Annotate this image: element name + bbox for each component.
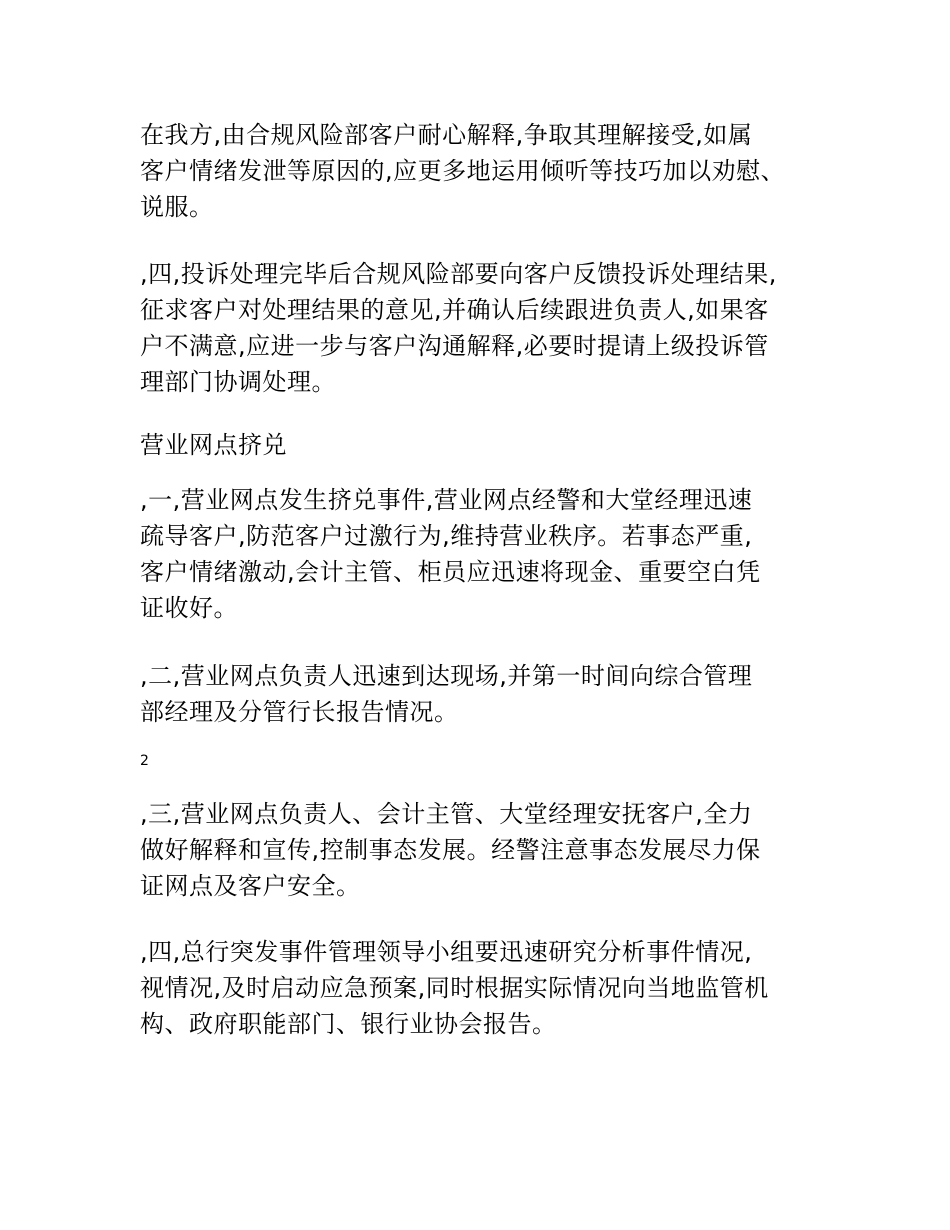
paragraph-2-line-3: 户不满意,应进一步与客户沟通解释,必要时提请上级投诉管 <box>140 332 769 360</box>
paragraph-2-line-4: 理部门协调处理。 <box>140 368 336 396</box>
paragraph-7-line-1: ,四,总行突发事件管理领导小组要迅速研究分析事件情况, <box>140 938 753 966</box>
paragraph-6-line-2: 做好解释和宣传,控制事态发展。经警注意事态发展尽力保 <box>140 836 761 864</box>
section-heading: 营业网点挤兑 <box>140 431 287 459</box>
paragraph-4-line-1: ,一,营业网点发生挤兑事件,营业网点经警和大堂经理迅速 <box>140 486 753 514</box>
paragraph-5-line-2: 部经理及分管行长报告情况。 <box>140 698 459 726</box>
paragraph-2-line-1: ,四,投诉处理完毕后合规风险部要向客户反馈投诉处理结果, <box>140 260 777 288</box>
paragraph-5-line-1: ,二,营业网点负责人迅速到达现场,并第一时间向综合管理 <box>140 662 753 690</box>
paragraph-7-line-3: 构、政府职能部门、银行业协会报告。 <box>140 1010 557 1038</box>
paragraph-4-line-4: 证收好。 <box>140 594 238 622</box>
paragraph-4-line-3: 客户情绪激动,会计主管、柜员应迅速将现金、重要空白凭 <box>140 558 761 586</box>
paragraph-1-line-3: 说服。 <box>140 193 214 221</box>
paragraph-7-line-2: 视情况,及时启动应急预案,同时根据实际情况向当地监管机 <box>140 974 769 1002</box>
page-number: 2 <box>140 753 149 769</box>
paragraph-1-line-2: 客户情绪发泄等原因的,应更多地运用倾听等技巧加以劝慰、 <box>140 157 786 185</box>
paragraph-6-line-3: 证网点及客户安全。 <box>140 872 361 900</box>
paragraph-4-line-2: 疏导客户,防范客户过激行为,维持营业秩序。若事态严重, <box>140 522 753 550</box>
paragraph-2-line-2: 征求客户对处理结果的意见,并确认后续跟进负责人,如果客 <box>140 296 769 324</box>
paragraph-1-line-1: 在我方,由合规风险部客户耐心解释,争取其理解接受,如属 <box>140 121 753 149</box>
paragraph-6-line-1: ,三,营业网点负责人、会计主管、大堂经理安抚客户,全力 <box>140 800 753 828</box>
